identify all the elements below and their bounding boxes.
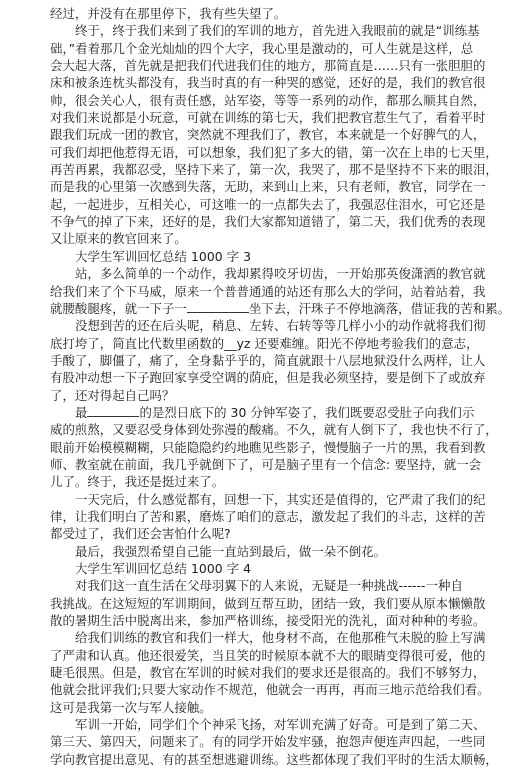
line-text: 这可是我第一次与军人接触。: [50, 699, 212, 715]
line-text: 对我们来说都是小玩意，可就在训练的第七天，我们把教官惹生气了，看着平时: [50, 110, 486, 126]
fill-in-blank: [187, 300, 249, 313]
line-text: 经过，并没有在那里停下，我有些失望了。: [50, 6, 287, 21]
line-text: 散的暑期生活中脱离出来，参加严格训练，接受阳光的洗礼，面对种种的考验。: [50, 613, 486, 629]
line-text: 对我们这一直生活在父母羽翼下的人来说，无疑是一种挑战------一种自: [75, 578, 463, 594]
line-text: 站，多么简单的一个动作，我却累得咬牙切齿，一开始那英俊潇洒的教官就: [75, 266, 486, 282]
text-line: [50, 300, 510, 317]
line-text: 有股冲动想一下子跑回家享受空调的荫庇，但是我必须坚持，要是倒下了或放弃: [50, 370, 486, 386]
text-line: [50, 716, 486, 733]
text-line: [50, 144, 498, 161]
line-text: 不争气的掉了下来，还好的是，我们大家都知道错了，第二天，我们优秀的表现: [50, 214, 486, 230]
text-line: [50, 681, 490, 698]
line-text: 给我们来了个下马威，原来一个普普通通的站还有那么大的学问，站着站着，我: [50, 283, 486, 299]
line-text: 础，”看着那几个金光灿灿的四个大字，我心里是激动的，可人生就是这样，总: [50, 40, 474, 56]
section-heading: [50, 248, 464, 265]
text-line: [50, 213, 486, 230]
line-text: 给我们训练的教官和我们一样大，他身材不高，在他那稚气未脱的脸上写满: [75, 630, 486, 646]
line-text: 而是我的心里第一次感到失落，无助，来到山上来，只有老师，教官，同学在一: [50, 179, 486, 195]
text-line: [50, 612, 486, 629]
line-text: 威的煎熬，又要忍受身体到处弥漫的酸痛。不久，就有人倒下了，我也快不行了，: [50, 422, 498, 438]
line-text: 了严肃和认真。他还很爱笑，当且笑的时候原本就不大的眼睛变得很可爱，他的: [50, 647, 486, 663]
text-line: [50, 230, 464, 247]
line-text: 我挑战。在这短短的军训期间，做到互帮互助，团结一致，我们要从原本懒懒散: [50, 595, 486, 611]
line-text: 最后，我强烈希望自己能一直站到最后，做一朵不倒花。: [75, 543, 387, 559]
line-text: 可我们却把他惹得无语，可以想象，我们犯了多大的错，第一次在上串的七天里，: [50, 144, 498, 160]
line-text: 都受过了，我们还会害怕什么呢?: [50, 526, 231, 542]
text-line: [50, 491, 486, 508]
line-text: 终于，终于我们来到了我们的军训的地方，首先进入我眼前的就是“训练基: [75, 23, 480, 39]
line-text: 跟我们玩成一团的教官，突然就不理我们了，教官，本来就是一个好脾气的人，: [50, 127, 486, 143]
line-text: 帅，很会关心人，很有责任感，站军姿，等等一系列的动作，都那么顺其自然，: [50, 92, 486, 108]
line-text: 第三天、第四天，问题来了。有的同学开始发牢骚，抱怨声便连声四起，一些同: [50, 734, 486, 750]
line-text: 睫毛很黑。但是，教官在军训的时候对我们的要求还是很高的。我们不够努力，: [50, 665, 486, 681]
line-text: 大学生军训回忆总结 1000 字 4: [75, 561, 252, 576]
line-text: 儿了。终于，我还是挺过来了。: [50, 474, 225, 490]
text-line: [50, 5, 464, 22]
text-line: [50, 664, 486, 681]
text-line: [50, 335, 479, 352]
text-line: [50, 352, 486, 369]
line-text: 大学生军训回忆总结 1000 字 3: [75, 248, 252, 264]
line-text: 一天完后，什么感觉都有，回想一下，其实还是值得的，它严肃了我们的纪: [75, 491, 486, 507]
text-line: [50, 74, 486, 91]
line-text-tail: 的是烈日底下的 30 分钟军姿了，我们既要忍受肚子向我们示: [139, 404, 475, 420]
fill-in-blank: [87, 404, 139, 417]
text-line: [50, 751, 498, 768]
text-line: [50, 283, 486, 300]
section-heading: [50, 560, 464, 577]
line-text: 他就会批评我们;只要大家动作不规范，他就会一再再，再而三地示范给我们看。: [50, 682, 490, 698]
text-line: [50, 126, 486, 143]
text-line: [50, 595, 486, 612]
document-page: [50, 5, 510, 768]
line-text: 最: [75, 404, 88, 420]
text-line: [50, 647, 486, 664]
text-line: [50, 421, 498, 438]
line-text: 没想到苦的还在后头呢，稍息、左转、右转等等几样小小的动作就将我们彻: [75, 318, 486, 334]
text-line: [50, 577, 464, 594]
text-line: [50, 733, 486, 750]
text-line: [50, 57, 486, 74]
text-line: [50, 543, 464, 560]
text-line: [50, 369, 486, 386]
text-line: [50, 22, 480, 39]
text-line: [50, 178, 486, 195]
text-line: [50, 387, 464, 404]
text-line: [50, 196, 486, 213]
line-text: 会大起大落，首先就是把我们代进我们住的地方，那简直是……只有一张胆胆的: [50, 58, 486, 74]
line-text: 了，还对得起自己吗？: [50, 387, 175, 403]
line-text: 师、教室就在前面，我几乎就倒下了，可是脑子里有一个信念: 要坚持，就一会: [50, 456, 482, 472]
text-line: [50, 92, 486, 109]
text-line: [50, 439, 486, 456]
line-text: 就腰酸腿疼，就一下子一: [50, 300, 187, 316]
line-text: 床和被条连枕头都没有，我当时真的有一种哭的感觉，还好的是，我们的教官很: [50, 75, 486, 91]
text-line: [50, 508, 486, 525]
text-line: [50, 525, 464, 542]
text-line: [50, 317, 486, 334]
line-text: 底打垮了，简直比代数里函数的__yz 还要难缠。阳光不停地考验我们的意志，: [50, 335, 479, 351]
text-line: [50, 40, 474, 57]
text-line: [50, 699, 464, 716]
line-text: 又让原来的教官回来了。: [50, 231, 187, 247]
line-text-tail: 坐下去，汗珠子不停地滴落，借证我的苦和累。: [248, 300, 510, 316]
text-line: [50, 456, 482, 473]
text-line: [50, 473, 464, 490]
text-line: [50, 404, 475, 421]
line-text: 手酸了，脚僵了，痛了，全身黏乎乎的，简直就跟十八层地狱没什么两样，让人: [50, 352, 486, 368]
line-text: 军训一开始，同学们个个神采飞扬，对军训充满了好奇。可是到了第二天、: [75, 717, 486, 733]
line-text: 学向教官提出意见、有的甚至想逃避训练。这些都体现了我们平时的生活太顺畅，: [50, 751, 498, 767]
text-line: [50, 161, 498, 178]
text-line: [50, 629, 486, 646]
line-text: 律，让我们明白了苦和累，磨炼了咱们的意志，激发起了我们的斗志，这样的苦: [50, 508, 486, 524]
line-text: 再苦再累，我都忍受，坚持下来了，第一次，我哭了，那不是坚持不下来的眼泪，: [50, 162, 498, 178]
text-line: [50, 265, 486, 282]
line-text: 眼前开始模模糊糊，只能隐隐约约地瞧见些影子，慢慢脑子一片的黑，我看到教: [50, 439, 486, 455]
line-text: 起，一起进步，互相关心，可这唯一的一点都失去了，我强忍住泪水，可它还是: [50, 196, 486, 212]
text-line: [50, 109, 486, 126]
